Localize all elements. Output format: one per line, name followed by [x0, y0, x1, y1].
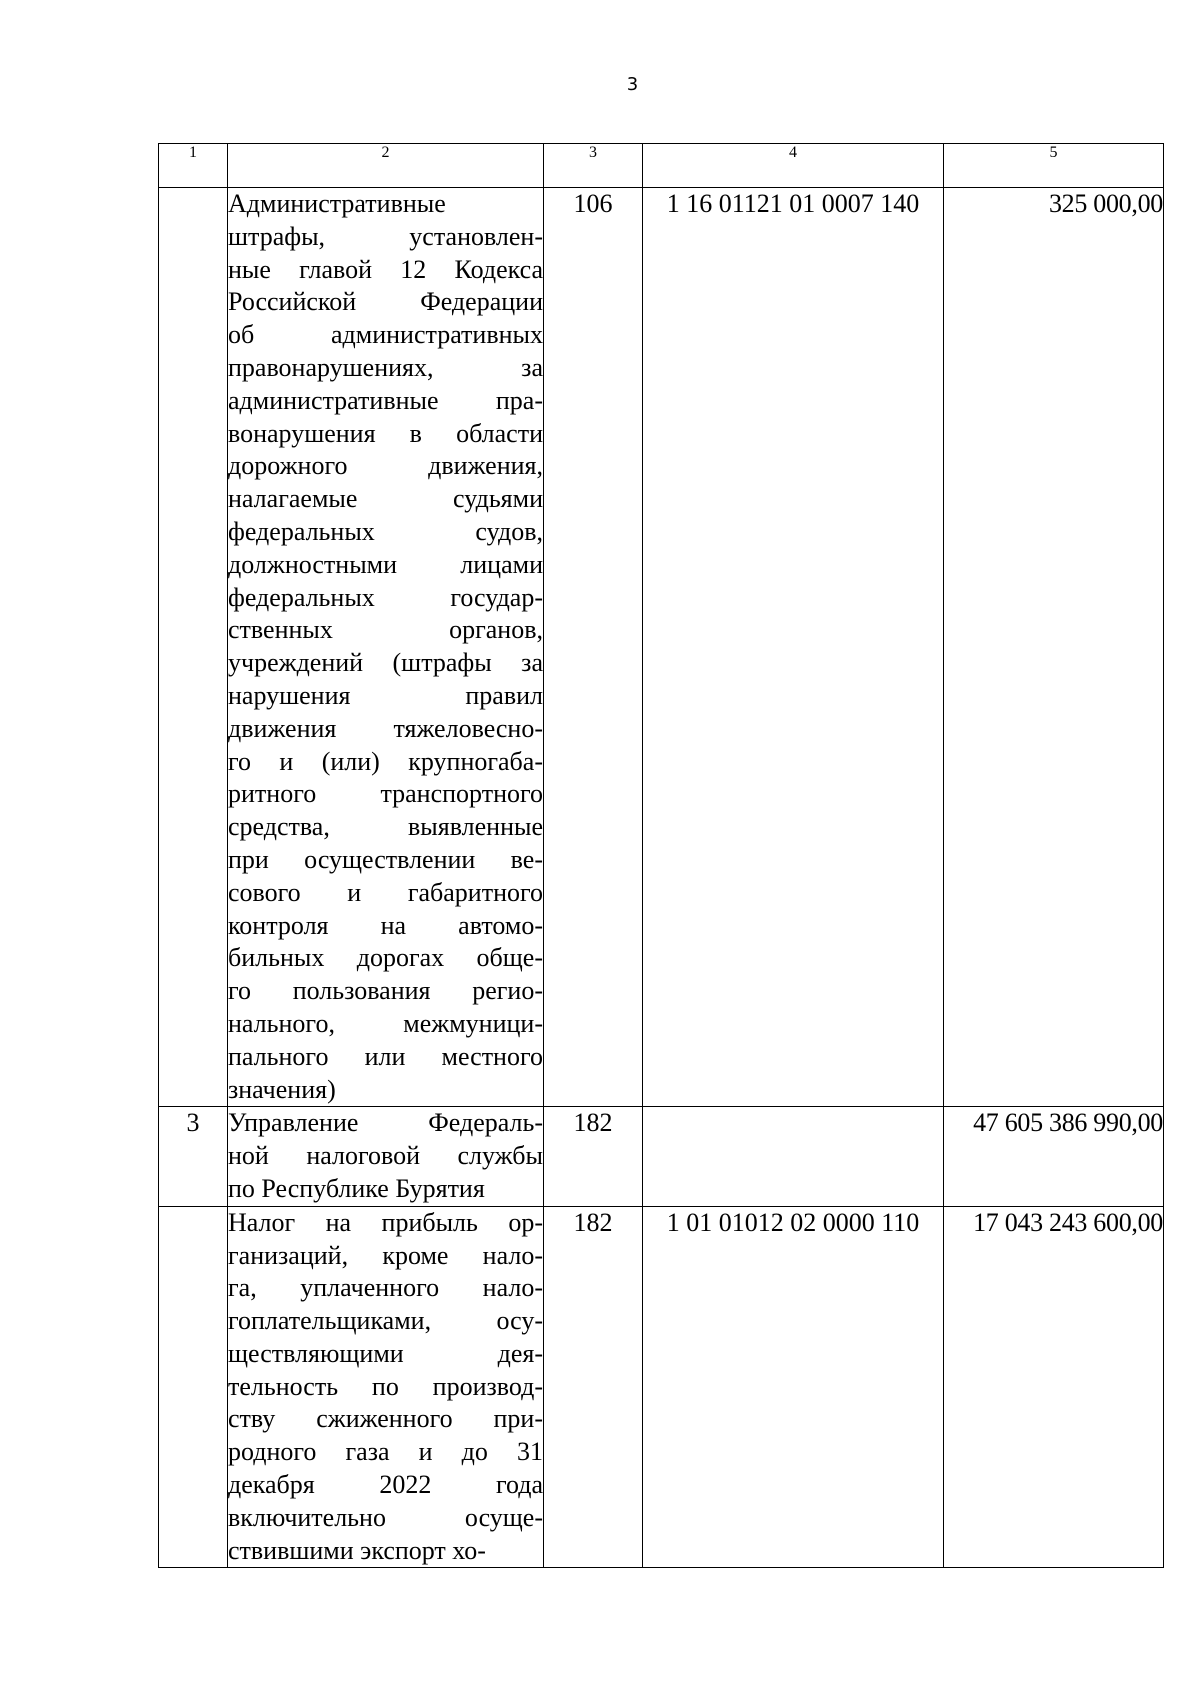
- text-line: га, уплаченного нало-: [228, 1273, 543, 1303]
- text-line: Российской Федерации: [228, 287, 543, 317]
- text-line: налагаемые судьями: [228, 484, 543, 514]
- text-line: ственных органов,: [228, 615, 543, 645]
- text-line: гоплательщиками, осу-: [228, 1306, 543, 1336]
- text-line: учреждений (штрафы за: [228, 648, 543, 678]
- text-line: Административные: [228, 189, 446, 218]
- text-line: ритного транспортного: [228, 779, 543, 809]
- text-line: ные главой 12 Кодекса: [228, 254, 543, 284]
- column-number-row: [159, 144, 1164, 188]
- text-line: нарушения правил: [228, 680, 543, 710]
- text-line: ганизаций, кроме нало-: [228, 1240, 543, 1270]
- column-number: 2: [228, 144, 544, 188]
- text-line: федеральных судов,: [228, 516, 543, 546]
- text-line: контроля на автомо-: [228, 910, 543, 940]
- text-line: административные пра-: [228, 385, 543, 415]
- column-number: 1: [159, 144, 228, 188]
- row-number: [159, 188, 228, 1107]
- kbk-code: [643, 1107, 944, 1206]
- income-name: [228, 1206, 544, 1568]
- text-line: сового и габаритного: [228, 877, 543, 907]
- text-line: включительно осуще-: [228, 1502, 543, 1532]
- text-line: тельность по производ-: [228, 1371, 543, 1401]
- table-row: [159, 1107, 1164, 1206]
- amount: 17 043 243 600,00: [944, 1206, 1164, 1568]
- text-line: ству сжиженного при-: [228, 1404, 543, 1434]
- text-line: го и (или) крупногаба-: [228, 746, 543, 776]
- text-line: декабря 2022 года: [228, 1470, 543, 1500]
- amount: 47 605 386 990,00: [944, 1107, 1164, 1206]
- text-line: средства, выявленные: [228, 812, 543, 842]
- text-line: родного газа и до 31: [228, 1437, 543, 1467]
- kbk-code: 1 16 01121 01 0007 140: [643, 188, 944, 1107]
- income-name: [228, 1107, 544, 1206]
- text-line: об административных: [228, 320, 543, 350]
- column-number: 3: [544, 144, 643, 188]
- amount: 325 000,00: [944, 188, 1164, 1107]
- budget-table: [158, 143, 1164, 1568]
- page-number: 3: [626, 74, 639, 95]
- text-line: ществляющими дея-: [228, 1338, 543, 1368]
- text-line: вонарушения в области: [228, 418, 543, 448]
- text-line: по Республике Бурятия: [228, 1173, 485, 1203]
- text-line: Управление Федераль-: [228, 1108, 543, 1138]
- row-number: [159, 1206, 228, 1568]
- row-number: 3: [159, 1107, 228, 1206]
- text-line: федеральных государ-: [228, 582, 543, 612]
- text-line: при осуществлении ве-: [228, 844, 543, 874]
- income-name: [228, 188, 544, 1107]
- kbk-code: 1 01 01012 02 0000 110: [643, 1206, 944, 1568]
- text-line: дорожного движения,: [228, 451, 543, 481]
- text-line: го пользования регио-: [228, 976, 543, 1006]
- text-line: пального или местного: [228, 1041, 543, 1071]
- text-line: нального, межмуници-: [228, 1008, 543, 1038]
- column-number: 4: [643, 144, 944, 188]
- text-line: движения тяжеловесно-: [228, 713, 543, 743]
- admin-code: 182: [544, 1206, 643, 1568]
- text-line: Налог на прибыль ор-: [228, 1207, 543, 1237]
- table-row: [159, 188, 1164, 1107]
- text-line: ной налоговой службы: [228, 1141, 543, 1171]
- table-row: [159, 1206, 1164, 1568]
- text-line: значения): [228, 1074, 336, 1104]
- text-line: должностными лицами: [228, 549, 543, 579]
- text-line: ствившими экспорт хо-: [228, 1535, 486, 1565]
- text-line: правонарушениях, за: [228, 352, 543, 382]
- text-line: штрафы, установлен-: [228, 221, 543, 251]
- column-number: 5: [944, 144, 1164, 188]
- text-line: бильных дорогах обще-: [228, 943, 543, 973]
- admin-code: 182: [544, 1107, 643, 1206]
- admin-code: 106: [544, 188, 643, 1107]
